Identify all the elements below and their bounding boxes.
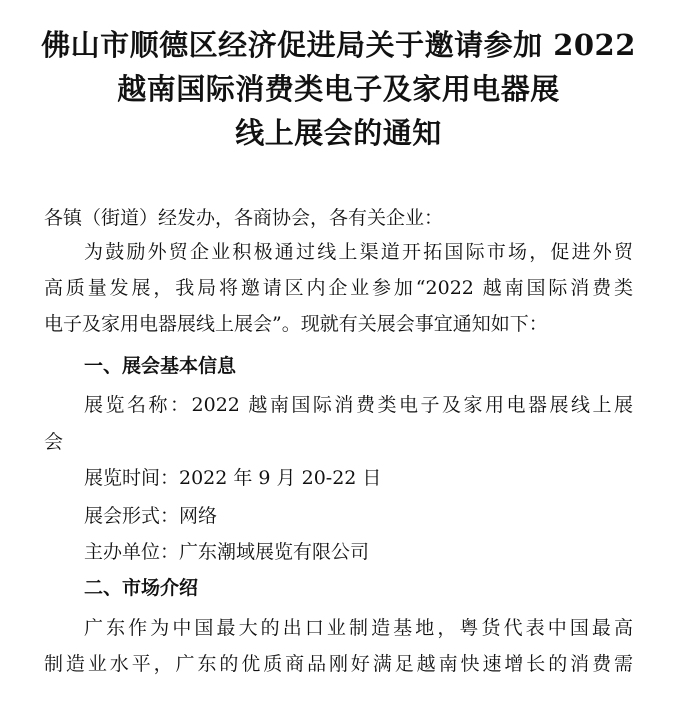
salutation: 各镇（街道）经发办，各商协会，各有关企业： [44,207,444,229]
title-line-3: 线上展会的通知 [235,116,442,150]
intro-line-3: 电子及家用电器展线上展会”。现就有关展会事宜通知如下： [44,313,548,335]
section-2-heading: 二、市场介绍 [84,577,199,599]
organizer: 主办单位：广东潮域展览有限公司 [84,541,370,563]
exhibition-name-line-1: 展览名称：2022 越南国际消费类电子及家用电器展线上展 [84,394,633,416]
exhibition-name-line-2: 会 [44,431,64,453]
market-line-2: 制造业水平，广东的优质商品刚好满足越南快速增长的消费需 [44,653,633,675]
title-line-2: 越南国际消费类电子及家用电器展 [117,72,560,106]
title-line-1: 佛山市顺德区经济促进局关于邀请参加 2022 [41,28,636,62]
exhibition-form: 展会形式：网络 [84,505,218,527]
exhibition-time: 展览时间：2022 年 9 月 20-22 日 [84,467,382,489]
market-line-1: 广东作为中国最大的出口业制造基地，粤货代表中国最高 [84,617,633,639]
intro-line-2: 高质量发展，我局将邀请区内企业参加“2022 越南国际消费类 [44,277,633,299]
intro-line-1: 为鼓励外贸企业积极通过线上渠道开拓国际市场，促进外贸 [84,241,633,263]
section-1-heading: 一、展会基本信息 [84,355,237,377]
